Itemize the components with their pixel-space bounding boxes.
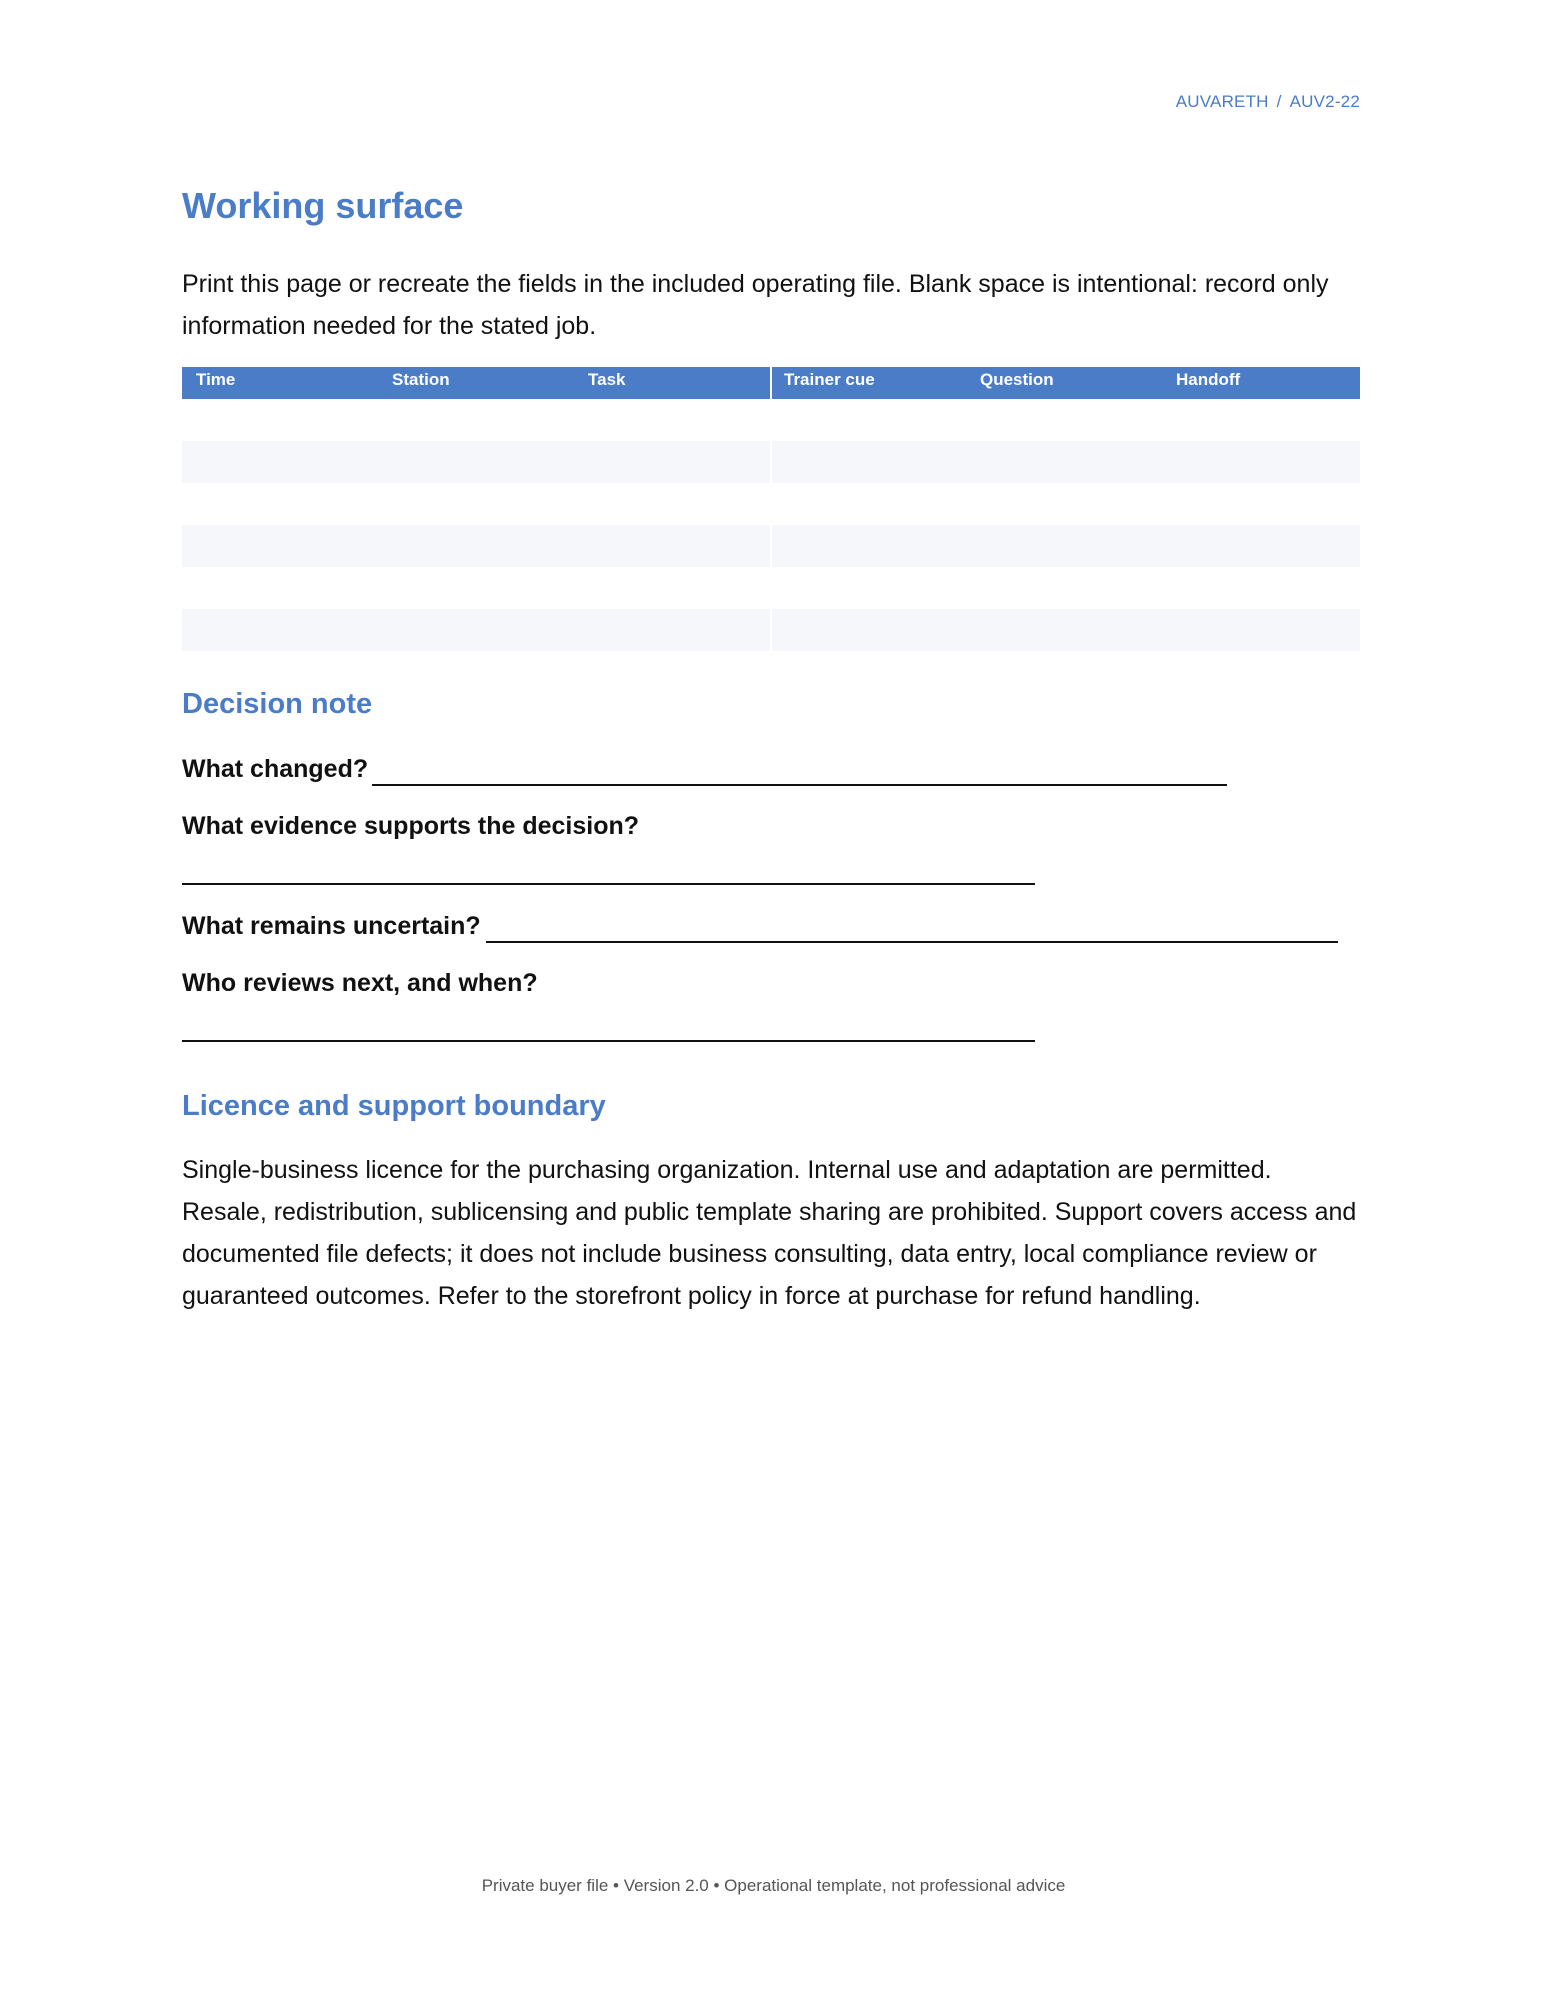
decision-note-title: Decision note — [182, 688, 373, 720]
page-footer: Private buyer file • Version 2.0 • Operational template, not professional advice — [481, 1876, 1066, 1895]
table-row[interactable] — [182, 483, 1360, 525]
table-header-row — [182, 367, 1360, 399]
working-surface-title: Working surface — [182, 185, 464, 226]
column-header-time: Time — [196, 370, 236, 389]
table-header-divider — [770, 367, 772, 399]
licence-title: Licence and support boundary — [182, 1090, 606, 1122]
licence-text: Single-business licence for the purchasing organization. Internal use and adaptation are permitted. Resale, redistribution, sublicensing and public template sharing are prohibited. Support covers access and documented file defects; it does not include business consulting, data entry, local compliance review or guaranteed outcomes. Refer to the storefront policy in force at purchase for refund handling. — [182, 1156, 1357, 1310]
table-row[interactable] — [182, 441, 1360, 483]
column-header-handoff: Handoff — [1176, 370, 1241, 389]
document-reference — [1176, 92, 1360, 112]
answer-line-uncertain[interactable] — [486, 941, 1338, 943]
table-body — [182, 399, 1360, 651]
table-row[interactable] — [182, 567, 1360, 609]
column-header-question: Question — [980, 370, 1054, 389]
table-row[interactable] — [182, 399, 1360, 441]
table-row[interactable] — [182, 525, 1360, 567]
table-row-divider — [770, 609, 772, 651]
reference-separator: / — [1276, 92, 1282, 111]
question-reviews-next: Who reviews next, and when? — [182, 969, 538, 997]
brand-name: AUVARETH — [1175, 92, 1269, 111]
answer-line-what-changed[interactable] — [372, 784, 1227, 786]
table-row-divider — [770, 441, 772, 483]
table-row[interactable] — [182, 609, 1360, 651]
column-header-task: Task — [588, 370, 626, 389]
table-row-divider — [770, 525, 772, 567]
answer-line-reviews-next[interactable] — [182, 1040, 1035, 1042]
column-header-trainer-cue: Trainer cue — [784, 370, 875, 389]
question-evidence: What evidence supports the decision? — [182, 812, 640, 840]
working-surface-table — [182, 367, 1360, 651]
column-header-station: Station — [392, 370, 450, 389]
answer-line-evidence[interactable] — [182, 883, 1035, 885]
question-what-changed: What changed? — [182, 755, 369, 783]
document-code: AUV2-22 — [1289, 92, 1360, 111]
working-surface-intro: Print this page or recreate the fields in the included operating file. Blank space is intentional: record only information needed for the stated job. — [182, 270, 1329, 340]
question-uncertain: What remains uncertain? — [182, 912, 481, 940]
